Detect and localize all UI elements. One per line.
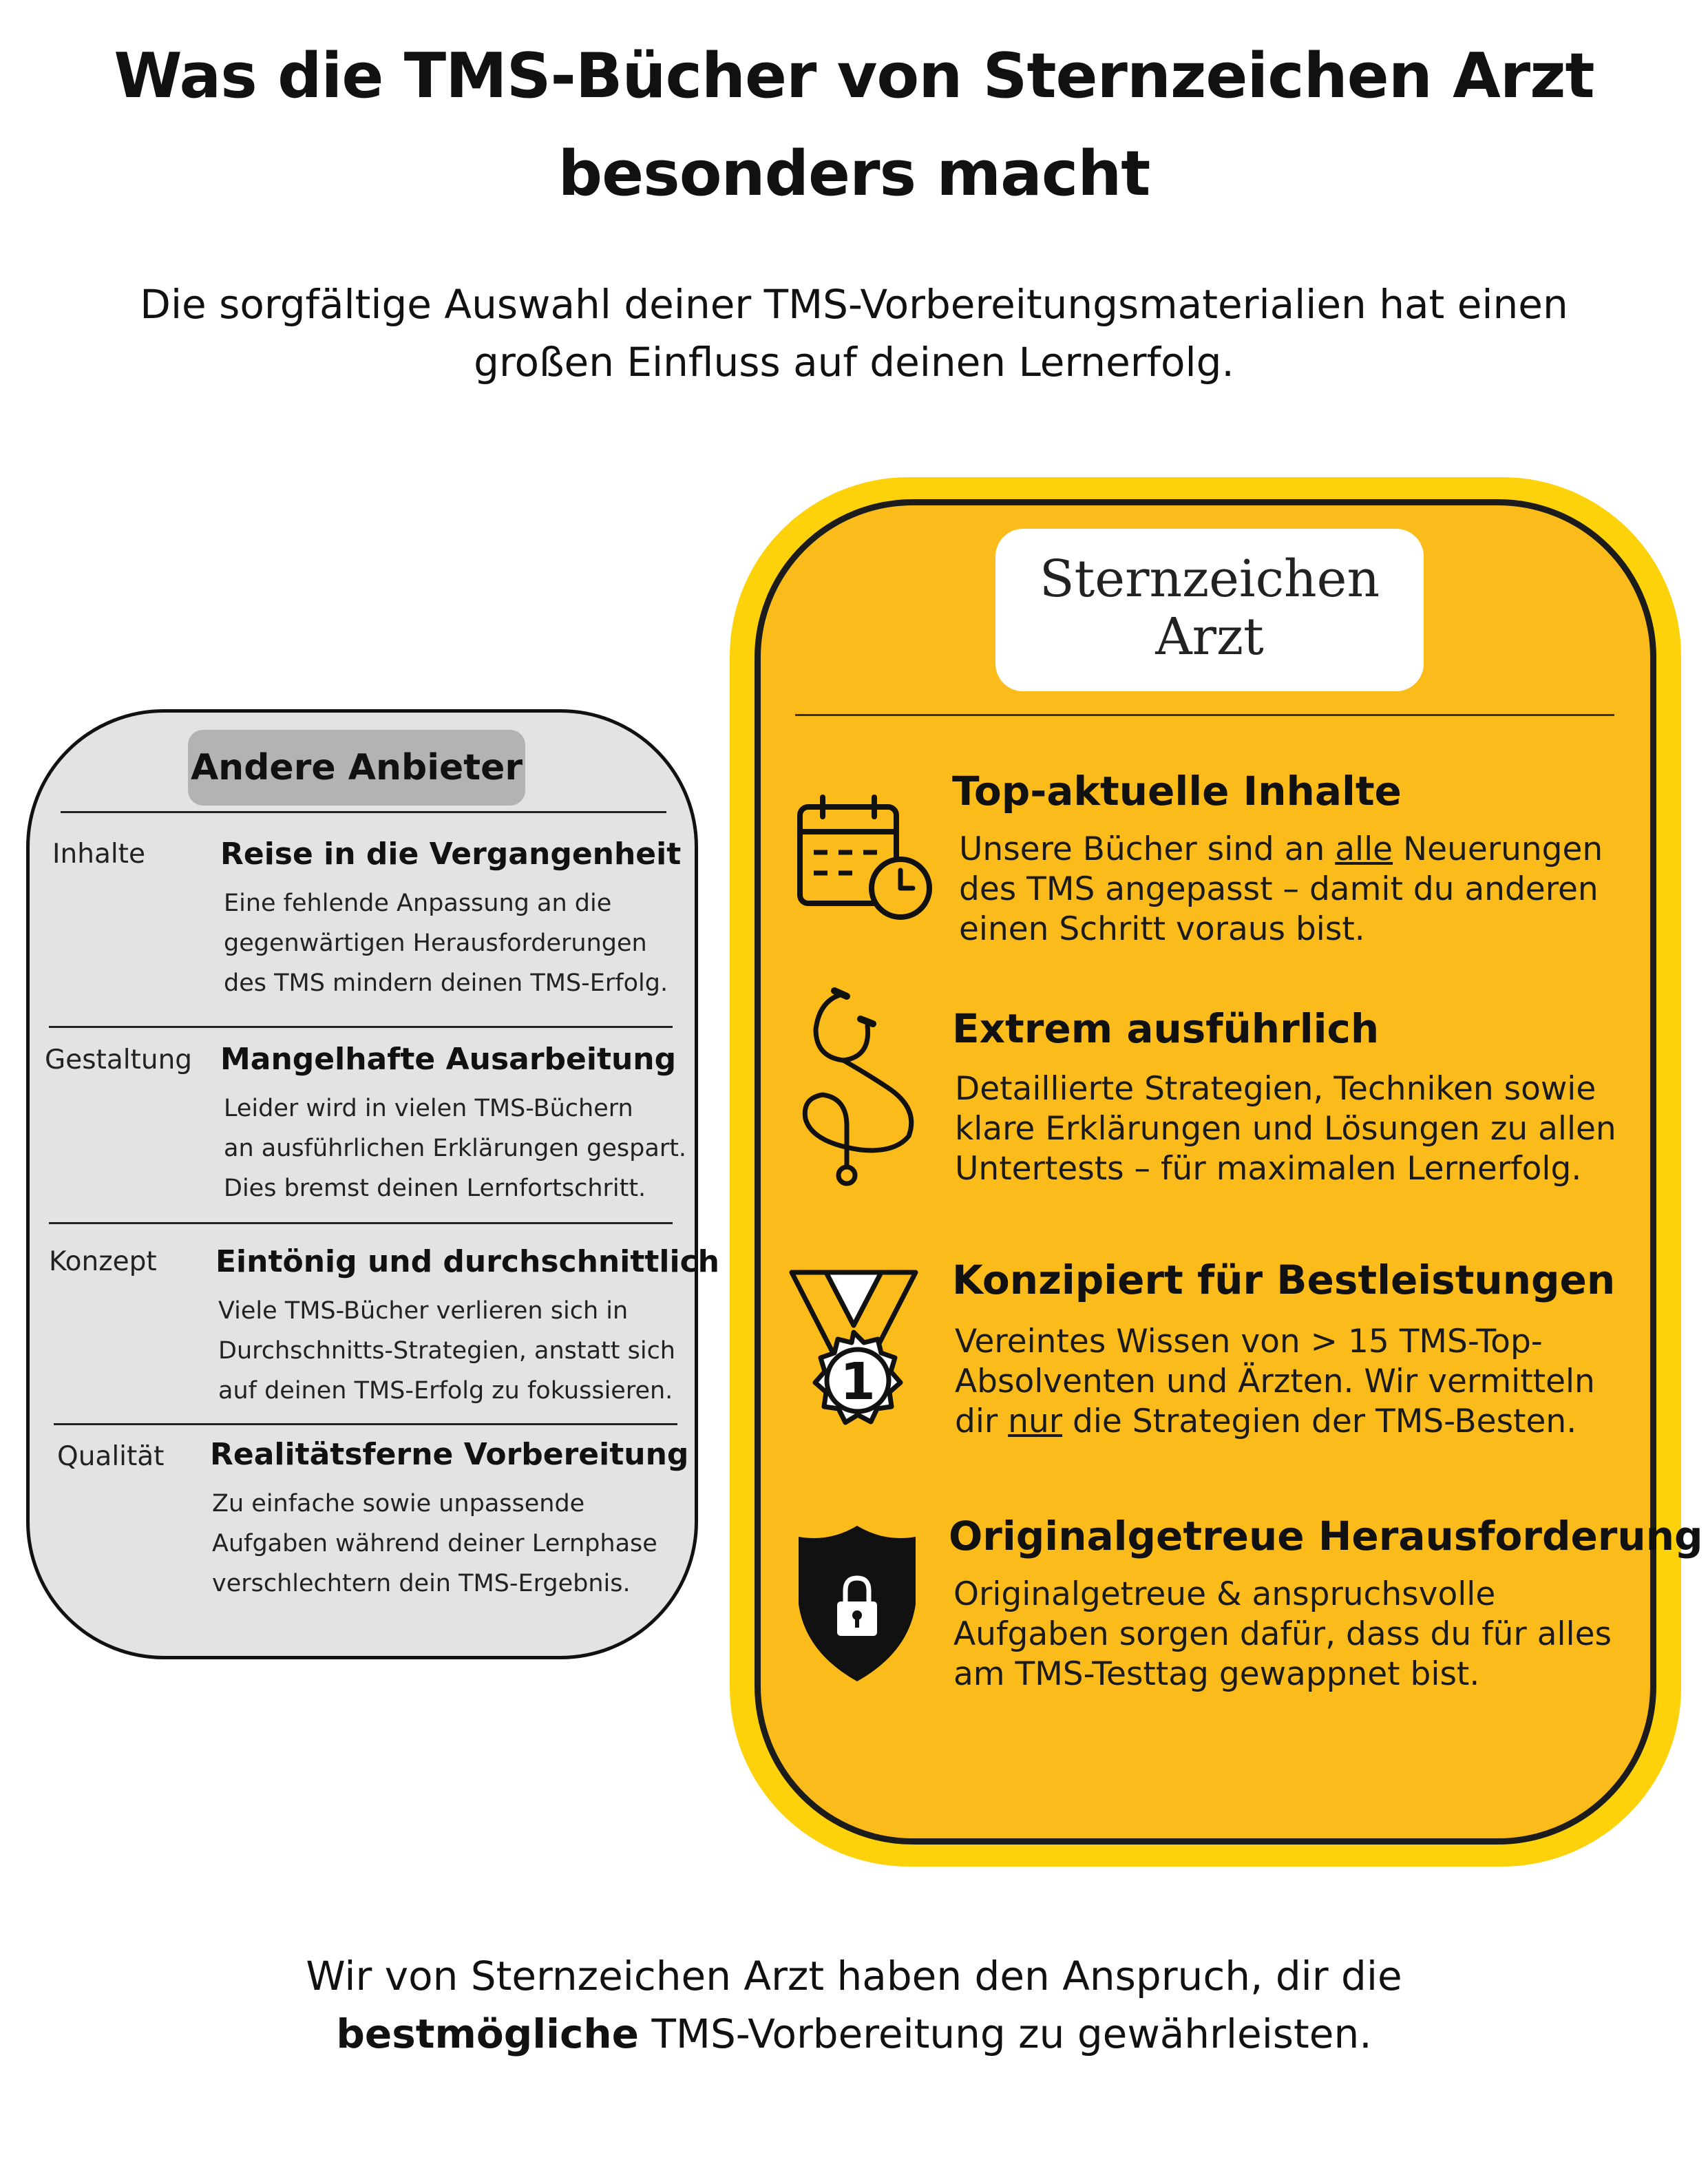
desc-line: des TMS angepasst – damit du anderen bbox=[959, 870, 1599, 908]
feature-desc-ausfuehrlich bbox=[955, 1069, 1643, 1189]
desc-line: des TMS mindern deinen TMS-Erfolg. bbox=[224, 969, 668, 997]
feature-desc-aktuell bbox=[959, 830, 1647, 949]
row-title-konzept: Eintönig und durchschnittlich bbox=[215, 1244, 719, 1279]
desc-line: Zu einfache sowie unpassende bbox=[212, 1490, 585, 1517]
divider bbox=[49, 1026, 673, 1028]
desc-line: Detaillierte Strategien, Techniken sowie bbox=[955, 1070, 1596, 1108]
logo-line-2: Arzt bbox=[1155, 607, 1264, 666]
desc-line: Originalgetreue & anspruchsvolle bbox=[953, 1575, 1496, 1613]
feature-title-ausfuehrlich: Extrem ausführlich bbox=[952, 1005, 1380, 1052]
feature-desc-herausforderung bbox=[953, 1575, 1642, 1694]
divider bbox=[795, 714, 1614, 716]
row-desc-gestaltung bbox=[224, 1089, 719, 1208]
feature-title-bestleistungen: Konzipiert für Bestleistungen bbox=[952, 1257, 1616, 1303]
desc-line: Eine fehlende Anpassung an die bbox=[224, 890, 612, 917]
desc-line: Durchschnitts-Strategien, anstatt sich bbox=[218, 1337, 675, 1365]
medal-number: 1 bbox=[840, 1352, 876, 1411]
desc-text: die Strategien der TMS-Besten. bbox=[1062, 1403, 1577, 1440]
desc-text: dir bbox=[955, 1403, 1009, 1440]
row-category-gestaltung: Gestaltung bbox=[45, 1044, 193, 1075]
desc-underlined: alle bbox=[1335, 830, 1393, 868]
desc-line: klare Erklärungen und Lösungen zu allen bbox=[955, 1110, 1616, 1148]
closing-statement bbox=[41, 1947, 1667, 2063]
brand-logo bbox=[995, 529, 1424, 691]
feature-desc-bestleistungen bbox=[955, 1322, 1643, 1442]
desc-line: Untertests – für maximalen Lernerfolg. bbox=[955, 1150, 1582, 1188]
calendar-clock-icon bbox=[792, 792, 940, 926]
logo-line-1: Sternzeichen bbox=[1039, 549, 1380, 609]
intro-line-1: Die sorgfältige Auswahl deiner TMS-Vorbereitungsmaterialien hat einen bbox=[140, 281, 1568, 328]
stethoscope-icon bbox=[792, 981, 936, 1188]
desc-text: Unsere Bücher sind an bbox=[959, 830, 1336, 868]
row-title-gestaltung: Mangelhafte Ausarbeitung bbox=[220, 1042, 677, 1077]
row-category-konzept: Konzept bbox=[49, 1246, 157, 1277]
divider bbox=[54, 1423, 677, 1425]
row-title-qualitaet: Realitätsferne Vorbereitung bbox=[210, 1437, 689, 1472]
row-category-qualitaet: Qualität bbox=[57, 1441, 165, 1472]
desc-line: auf deinen TMS-Erfolg zu fokussieren. bbox=[218, 1377, 673, 1405]
row-desc-inhalte bbox=[224, 883, 719, 1003]
desc-line: am TMS-Testtag gewappnet bist. bbox=[953, 1655, 1480, 1693]
desc-text: Neuerungen bbox=[1393, 830, 1603, 868]
shield-lock-icon bbox=[792, 1522, 922, 1687]
desc-line: Dies bremst deinen Lernfortschritt. bbox=[224, 1175, 646, 1202]
title-line-2: besonders macht bbox=[558, 138, 1150, 210]
intro-line-2: großen Einfluss auf deinen Lernerfolg. bbox=[474, 339, 1234, 386]
other-providers-card bbox=[26, 709, 719, 1659]
medal-icon bbox=[785, 1267, 922, 1439]
intro-text bbox=[41, 275, 1667, 391]
desc-line: verschlechtern dein TMS-Ergebnis. bbox=[212, 1570, 631, 1597]
desc-line: an ausführlichen Erklärungen gespart. bbox=[224, 1135, 687, 1162]
desc-line: Viele TMS-Bücher verlieren sich in bbox=[218, 1297, 629, 1325]
row-desc-konzept bbox=[218, 1291, 714, 1411]
feature-title-aktuell: Top-aktuelle Inhalte bbox=[952, 768, 1402, 815]
row-title-inhalte: Reise in die Vergangenheit bbox=[220, 837, 682, 872]
desc-line: Aufgaben sorgen dafür, dass du für alles bbox=[953, 1615, 1612, 1653]
page-title bbox=[41, 28, 1667, 223]
row-category-inhalte: Inhalte bbox=[52, 839, 145, 870]
feature-title-herausforderung: Originalgetreue Herausforderung bbox=[949, 1513, 1703, 1559]
closing-line-1: Wir von Sternzeichen Arzt haben den Anspruch, dir die bbox=[306, 1953, 1402, 1999]
divider bbox=[49, 1222, 673, 1224]
desc-line: Absolventen und Ärzten. Wir vermitteln bbox=[955, 1363, 1595, 1400]
closing-line-2: TMS-Vorbereitung zu gewährleisten. bbox=[639, 2010, 1372, 2057]
desc-underlined: nur bbox=[1008, 1403, 1063, 1440]
desc-line: Aufgaben während deiner Lernphase bbox=[212, 1530, 657, 1557]
desc-line: Vereintes Wissen von > 15 TMS-Top- bbox=[955, 1323, 1543, 1361]
closing-emphasis: bestmögliche bbox=[336, 2010, 640, 2057]
desc-line: Leider wird in vielen TMS-Büchern bbox=[224, 1095, 633, 1122]
divider bbox=[61, 811, 666, 813]
desc-line: gegenwärtigen Herausforderungen bbox=[224, 929, 647, 957]
row-desc-qualitaet bbox=[212, 1484, 708, 1604]
desc-line: einen Schritt voraus bist. bbox=[959, 910, 1365, 948]
title-line-1: Was die TMS-Bücher von Sternzeichen Arzt bbox=[114, 40, 1594, 112]
other-providers-heading: Andere Anbieter bbox=[188, 730, 525, 806]
